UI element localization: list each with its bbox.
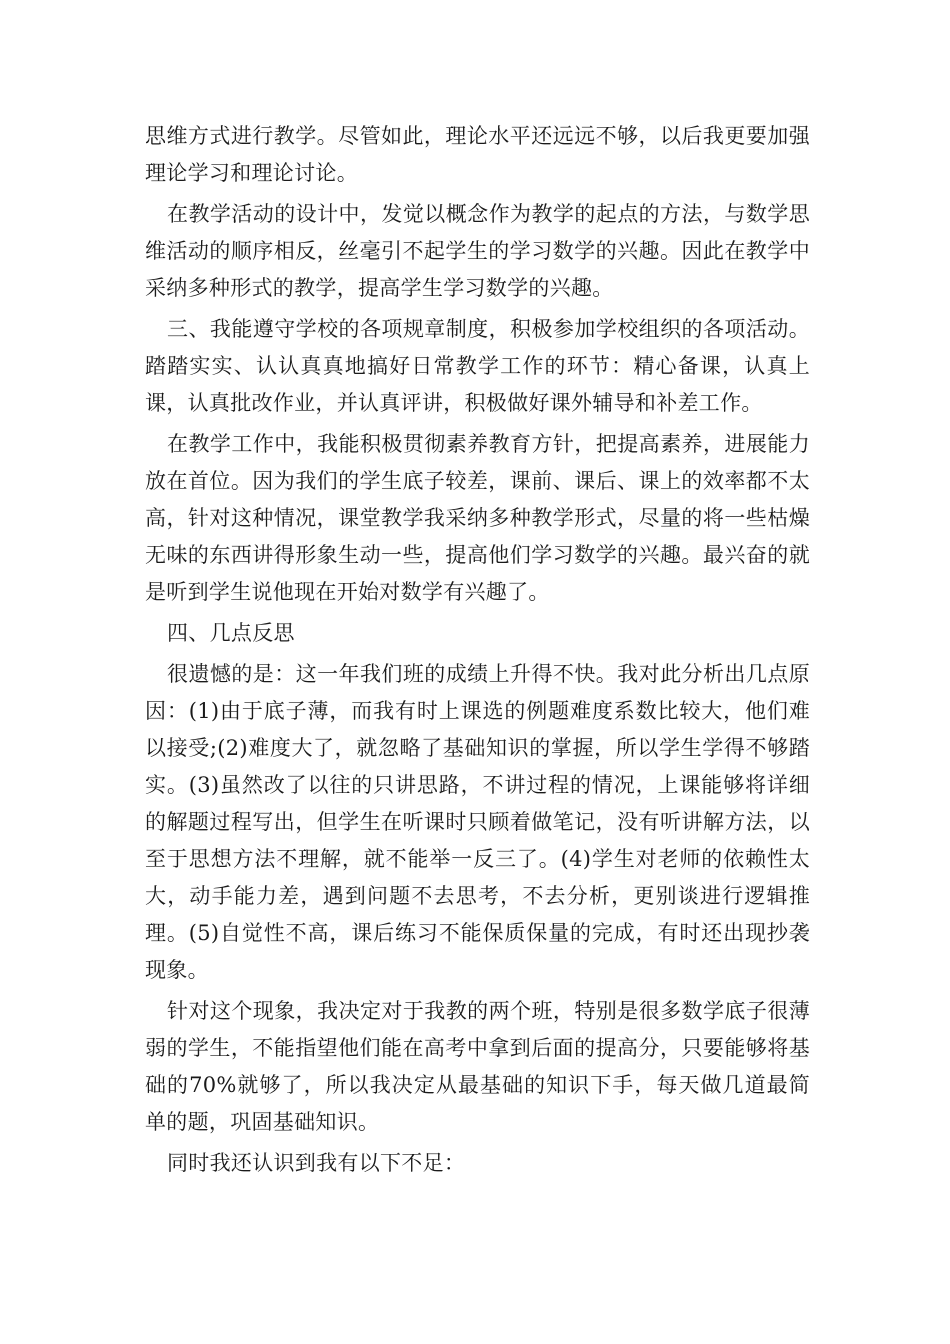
paragraph-1: 思维方式进行教学。尽管如此，理论水平还远远不够，以后我更要加强理论学习和理论讨论。 [145,124,810,185]
section-heading-reflection: 四、几点反思 [167,621,295,645]
paragraph-7: 同时我还认识到我有以下不足： [167,1151,466,1175]
paragraph-5: 很遗憾的是：这一年我们班的成绩上升得不快。我对此分析出几点原因：(1)由于底子薄，而我有时上课选的例题难度系数比较大，他们难以接受;(2)难度大了，就忽略了基础知识的掌握，所以学生学得不够踏实。(3)虽然改了以往的只讲思路，不讲过程的情况，上课能够将详细的解题过程写出，但学生在听课时只顾着做笔记，没有听讲解方法，以至于思想方法不理解，就不能举一反三了。(4)学生对老师的依赖性太大，动手能力差，遇到问题不去思考，不去分析，更别谈进行逻辑推理。(5)自觉性不高，课后练习不能保质保量的完成，有时还出现抄袭现象。 [145,662,810,982]
paragraph-4: 在教学工作中，我能积极贯彻素养教育方针，把提高素养，进展能力放在首位。因为我们的学生底子较差，课前、课后、课上的效率都不太高，针对这种情况，课堂教学我采纳多种教学形式，尽量的将一些枯燥无味的东西讲得形象生动一些，提高他们学习数学的兴趣。最兴奋的就是听到学生说他现在开始对数学有兴趣了。 [145,432,810,604]
paragraph-6: 针对这个现象，我决定对于我教的两个班，特别是很多数学底子很薄弱的学生，不能指望他们能在高考中拿到后面的提高分，只要能够将基础的70%就够了，所以我决定从最基础的知识下手，每天做几道最简单的题，巩固基础知识。 [145,999,810,1134]
paragraph-2: 在教学活动的设计中，发觉以概念作为教学的起点的方法，与数学思维活动的顺序相反，丝毫引不起学生的学习数学的兴趣。因此在教学中采纳多种形式的教学，提高学生学习数学的兴趣。 [145,202,810,300]
document-body [145,118,810,1182]
paragraph-3: 三、我能遵守学校的各项规章制度，积极参加学校组织的各项活动。踏踏实实、认认真真地搞好日常教学工作的环节：精心备课，认真上课，认真批改作业，并认真评讲，积极做好课外辅导和补差工作。 [145,317,810,415]
